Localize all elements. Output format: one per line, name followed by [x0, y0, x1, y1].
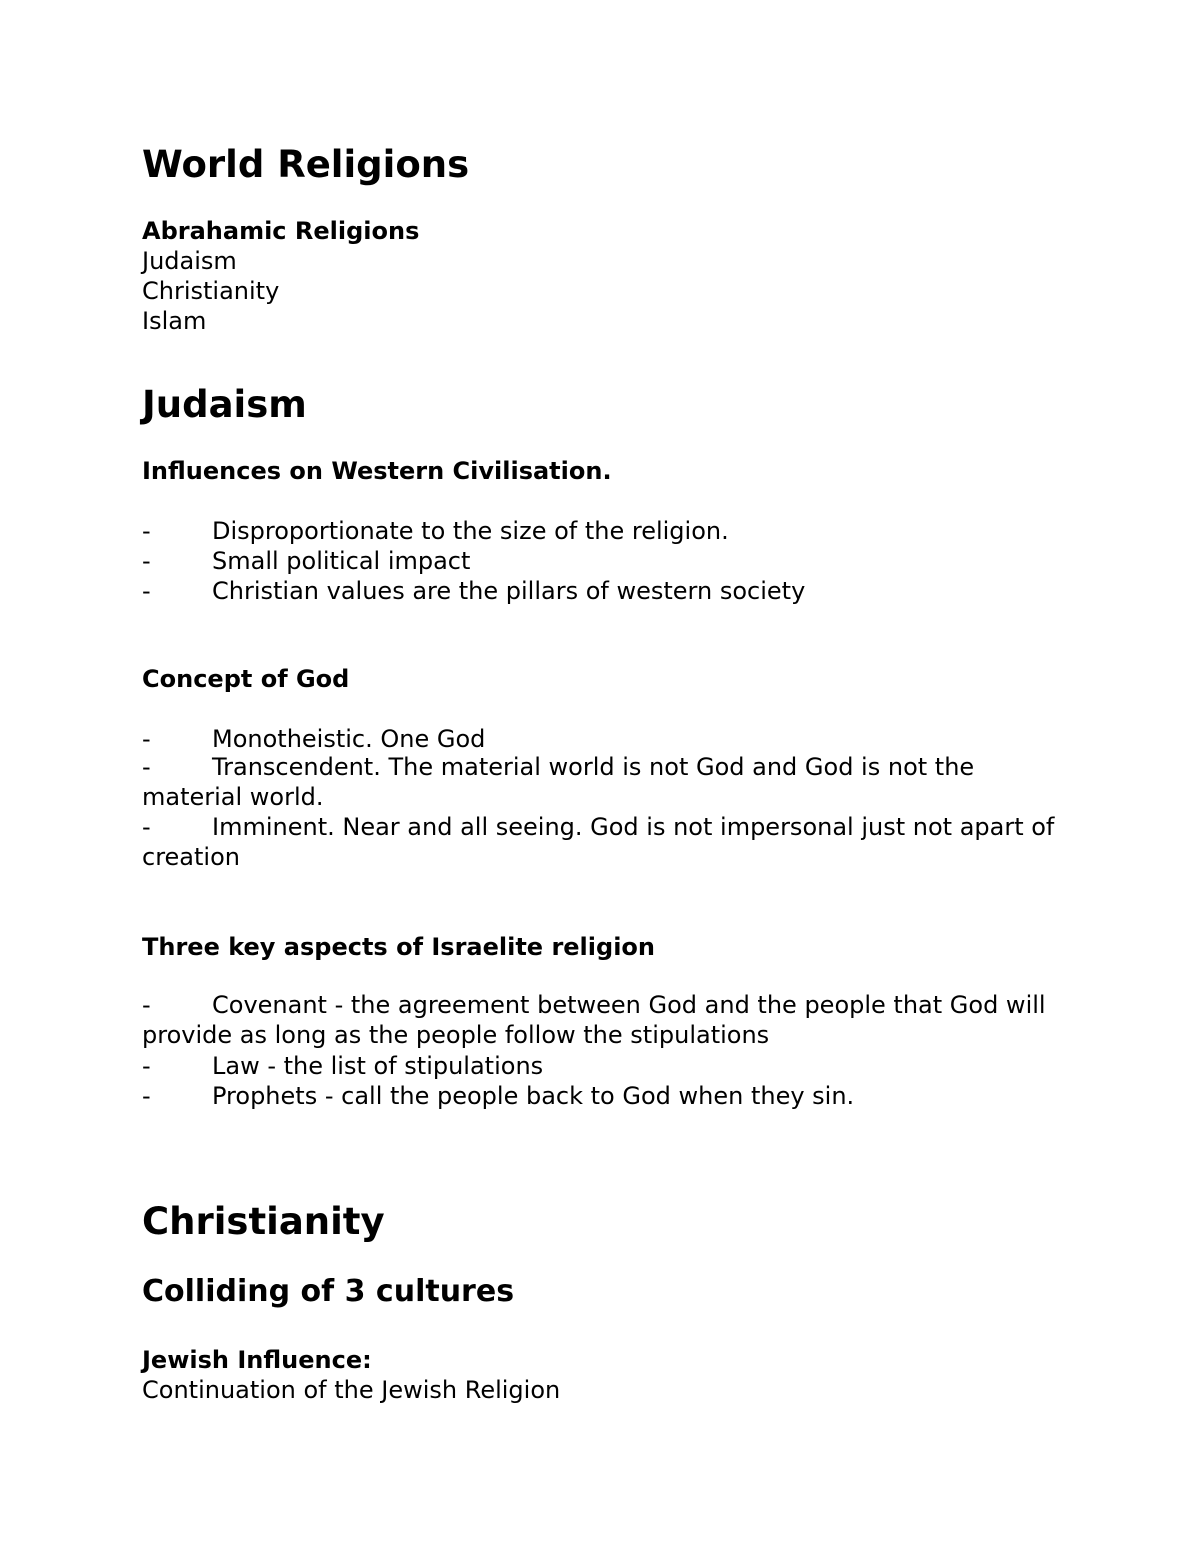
abrahamic-item: Islam [142, 307, 207, 335]
bullet-item [142, 519, 1072, 543]
bullet-item [142, 1084, 1072, 1108]
jewish-influence-text: Continuation of the Jewish Religion [142, 1376, 561, 1404]
bullet-dash: - [142, 991, 151, 1019]
abrahamic-item: Christianity [142, 277, 280, 305]
bullet-dash: - [142, 753, 151, 781]
abrahamic-heading: Abrahamic Religions [142, 217, 420, 245]
bullet-text: Christian values are the pillars of western society [212, 577, 806, 605]
jewish-influence-heading: Jewish Influence: [142, 1346, 372, 1374]
christianity-heading: Christianity [142, 1200, 385, 1243]
bullet-dash: - [142, 813, 151, 841]
bullet-dash: - [142, 517, 151, 545]
bullet-item [142, 727, 1072, 751]
bullet-dash: - [142, 1052, 151, 1080]
bullet-item [142, 812, 1062, 872]
bullet-text: Disproportionate to the size of the religion. [212, 517, 729, 545]
bullet-text: Prophets - call the people back to God when they sin. [212, 1082, 855, 1110]
bullet-text: Transcendent. The material world is not God and God is not the material world. [142, 753, 975, 811]
aspects-heading: Three key aspects of Israelite religion [142, 933, 655, 961]
abrahamic-item: Judaism [142, 247, 237, 275]
judaism-heading: Judaism [142, 383, 307, 426]
bullet-item [142, 1054, 1072, 1078]
bullet-item [142, 752, 1062, 812]
bullet-text: Imminent. Near and all seeing. God is not impersonal just not apart of creation [142, 813, 1055, 871]
document-title: World Religions [142, 143, 470, 186]
bullet-dash: - [142, 1082, 151, 1110]
bullet-dash: - [142, 577, 151, 605]
bullet-dash: - [142, 725, 151, 753]
bullet-item [142, 990, 1062, 1050]
bullet-text: Monotheistic. One God [212, 725, 486, 753]
bullet-dash: - [142, 547, 151, 575]
bullet-text: Law - the list of stipulations [212, 1052, 544, 1080]
bullet-text: Covenant - the agreement between God and the people that God will provide as long as the people follow the stipulations [142, 991, 1046, 1049]
bullet-text: Small political impact [212, 547, 471, 575]
bullet-item [142, 549, 1072, 573]
bullet-item [142, 579, 1072, 603]
influences-heading: Influences on Western Civilisation. [142, 457, 612, 485]
god-heading: Concept of God [142, 665, 350, 693]
christianity-subheading: Colliding of 3 cultures [142, 1274, 515, 1309]
